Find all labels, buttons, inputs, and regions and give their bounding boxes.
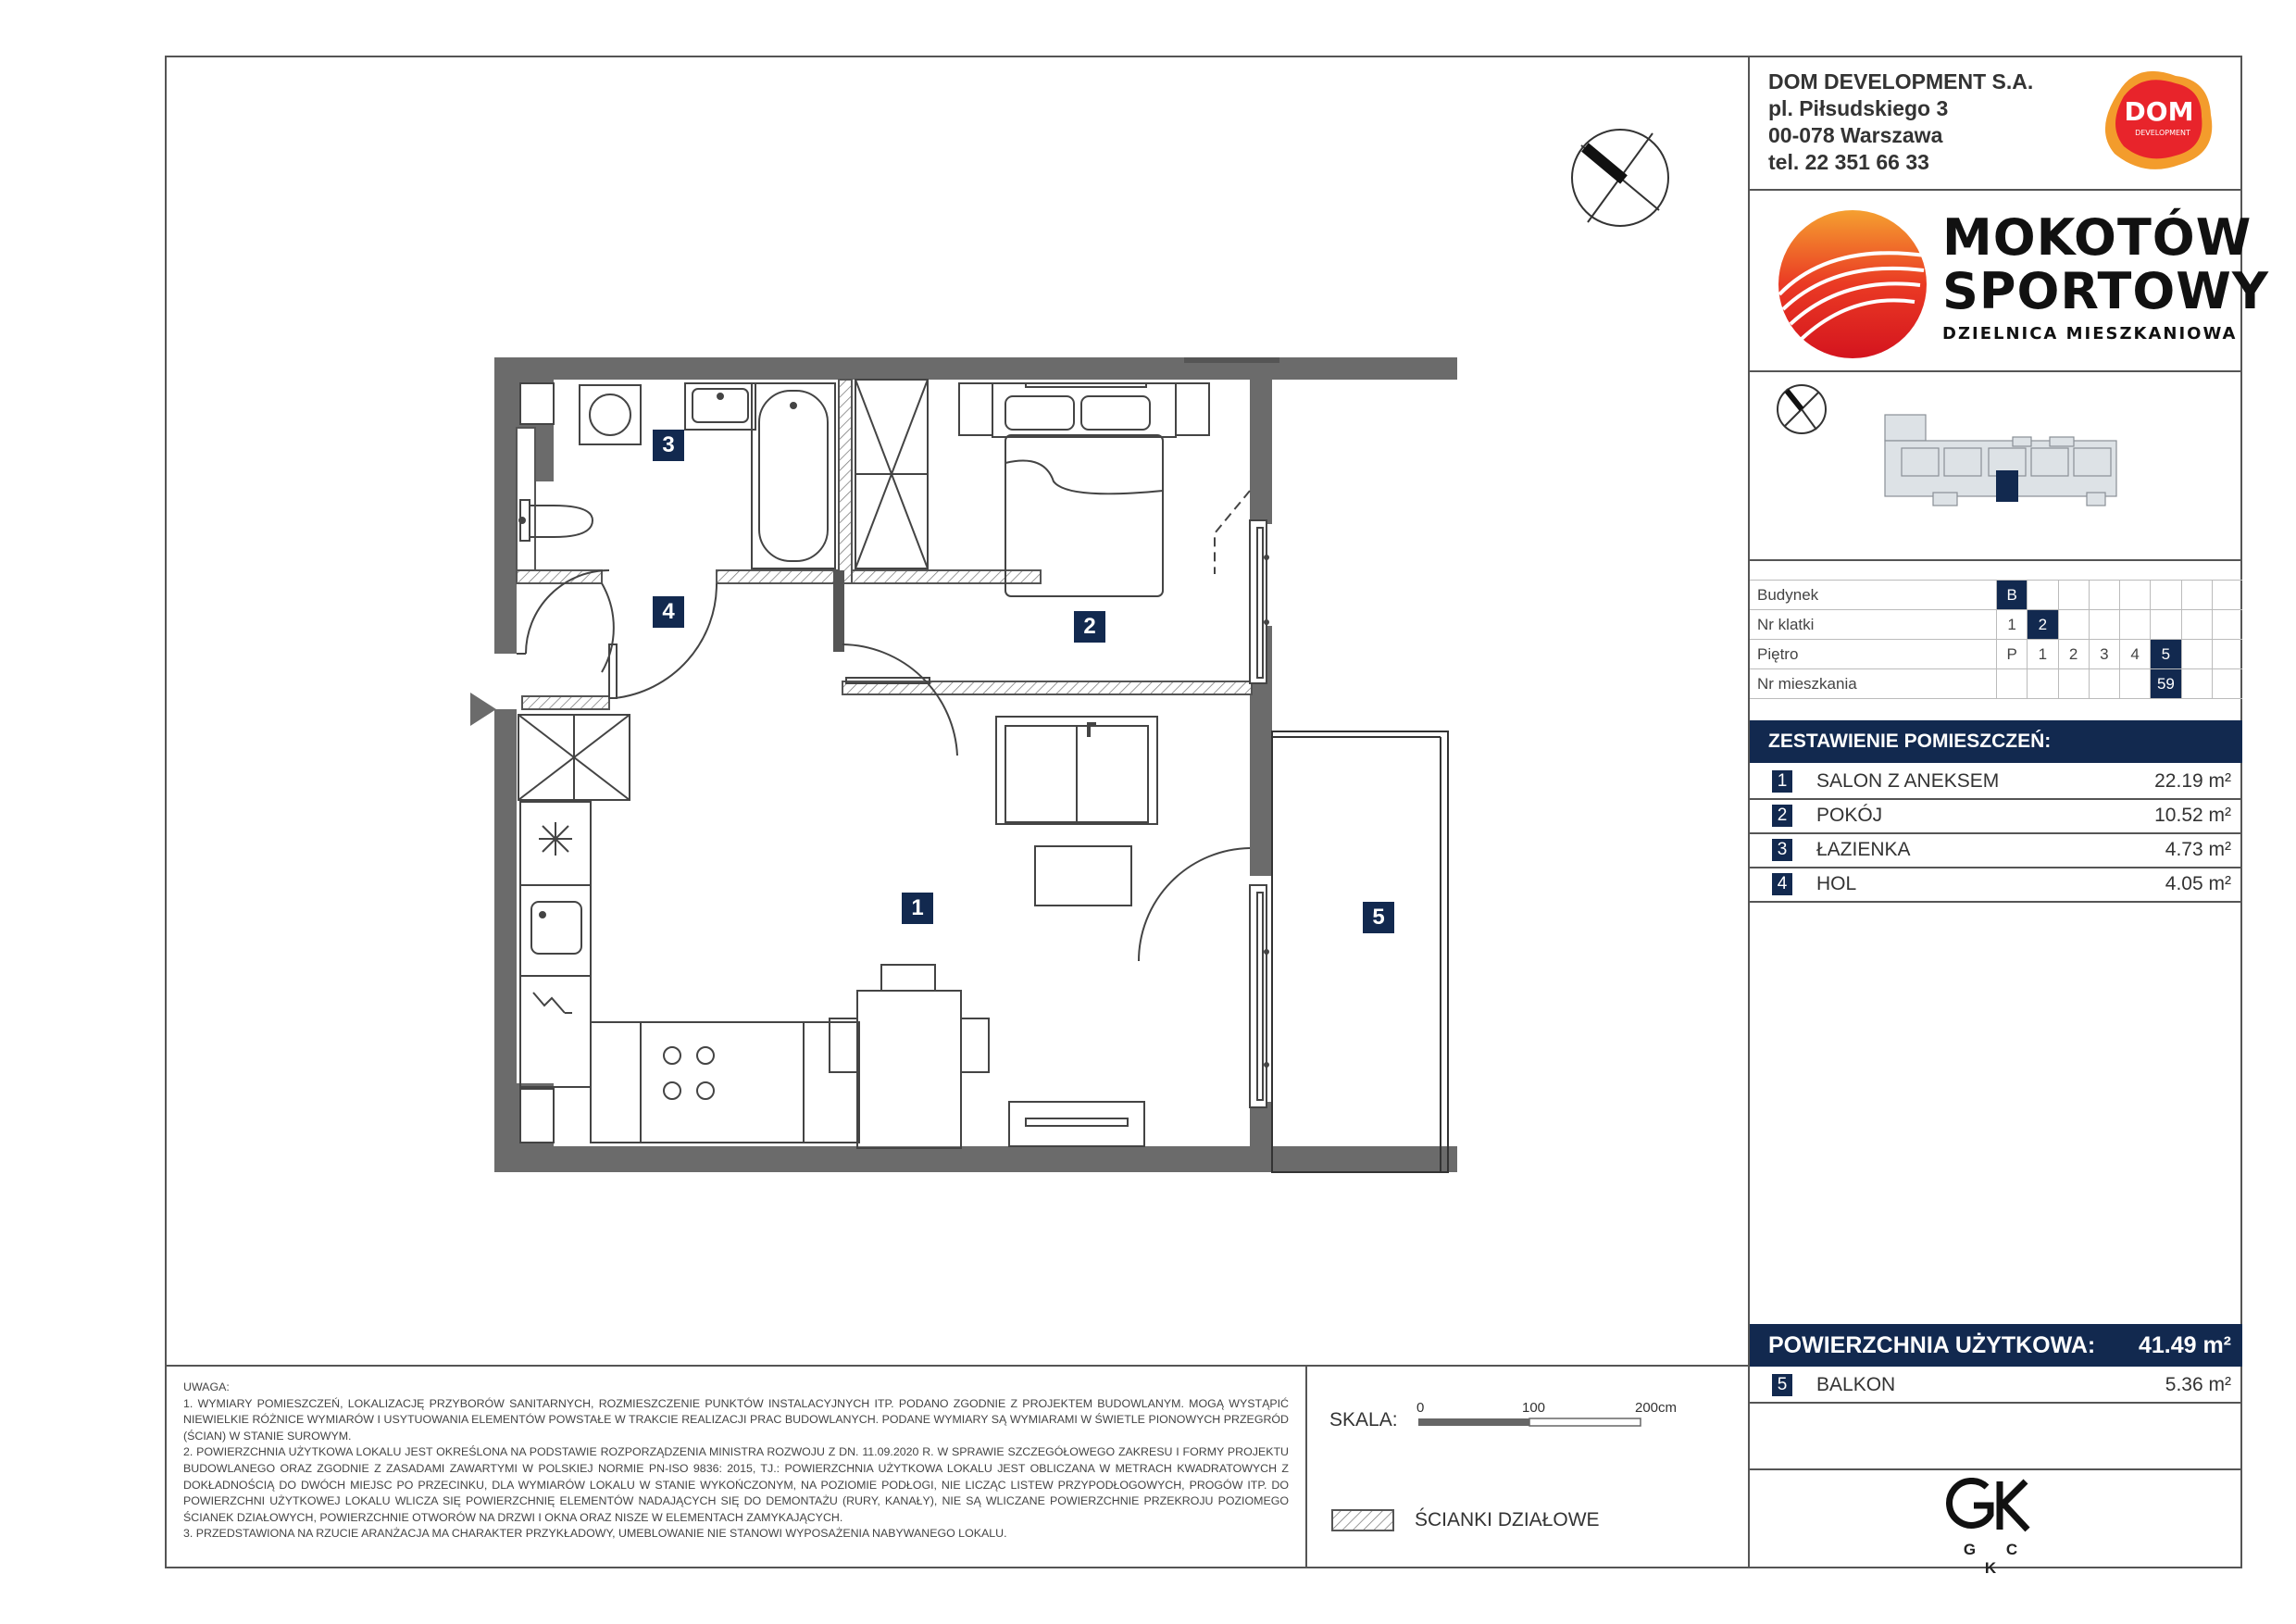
scale-label: SKALA: — [1329, 1409, 1398, 1430]
room-name: BALKON — [1816, 1374, 1896, 1395]
company-street: pl. Piłsudskiego 3 — [1768, 96, 1949, 120]
fridge-icon — [539, 822, 572, 856]
klatka-label: Nr klatki — [1750, 610, 1997, 640]
room-label-3: 3 — [653, 430, 684, 461]
gck-logo — [1946, 1478, 2048, 1577]
dining-table-icon — [830, 965, 989, 1148]
pietro-option: 3 — [2089, 640, 2119, 669]
usable-area-value: 41.49 m² — [2138, 1332, 2231, 1358]
company-name: DOM DEVELOPMENT S.A. — [1768, 69, 2034, 94]
key-plan — [1763, 381, 2161, 567]
brand-line-2: SPORTOWY — [1942, 262, 2269, 320]
room-row — [1750, 765, 2242, 800]
gck-logo-icon — [1946, 1478, 2048, 1537]
note-item: 1. WYMIARY POMIESZCZEŃ, LOKALIZACJĘ PRZYBORÓW SANITARNYCH, ROZMIESZCZENIE PUNKTÓW INSTALACYJNYCH ITP. PODANO ZGODNIE Z PROJEKTEM BUDOWLANYM. MOGĄ WYSTĄPIĆ NIEWIELKIE RÓŻNICE WYMIARÓW I USYTUOWANIA ELEMENTÓW POWSTAŁE W TRAKCIE REALIZACJI PRAC BUDOWLANYCH. PODANE WYMIARY SĄ WYMIARAMI W ŚWIETLE PIONOWYCH PRZEGRÓD (ŚCIAN) W STANIE SUROWYM. — [183, 1396, 1289, 1443]
company-address — [1768, 69, 2033, 176]
budynek-value: B — [1997, 581, 2028, 610]
scale-tick: 0 — [1416, 1400, 1425, 1416]
sofa-icon — [996, 717, 1157, 824]
pietro-option: 2 — [2058, 640, 2089, 669]
oven-icon — [533, 993, 572, 1013]
coffee-table — [1035, 846, 1131, 906]
mieszkanie-value: 59 — [2151, 669, 2181, 699]
room-number: 5 — [1772, 1374, 1792, 1396]
usable-area-label: POWIERZCHNIA UŻYTKOWA: — [1768, 1332, 2096, 1358]
wardrobe — [855, 380, 928, 568]
room-label-1: 1 — [902, 893, 933, 924]
dom-development-logo — [2090, 65, 2220, 174]
brand-line-1: MOKOTÓW — [1942, 208, 2252, 267]
room-label-4: 4 — [653, 596, 684, 628]
partition-legend-icon — [1331, 1509, 1396, 1533]
bathtub-icon — [752, 383, 835, 568]
room-label-5: 5 — [1363, 902, 1394, 933]
room-row — [1750, 868, 2242, 903]
outer-walls — [494, 357, 1457, 1172]
room-name: HOL — [1816, 873, 1857, 894]
info-panel — [1748, 56, 2269, 1577]
note-item: 3. PRZEDSTAWIONA NA RZUCIE ARANŻACJA MA CHARAKTER PRZYKŁADOWY, UMEBLOWANIE NIE STANOWI WYPOSAŻENIA NABYWANEGO LOKALU. — [183, 1527, 1007, 1541]
rooms-header: ZESTAWIENIE POMIESZCZEŃ: — [1750, 720, 2242, 763]
cooktop-icon — [664, 1047, 714, 1099]
pietro-option: 4 — [2120, 640, 2151, 669]
balcony-row — [1750, 1368, 2242, 1404]
dom-logo-text: DOM — [2124, 96, 2194, 127]
divider — [1750, 559, 2242, 561]
room-area: 4.73 m² — [2165, 839, 2231, 860]
klatka-option: 1 — [1997, 610, 2028, 640]
pietro-option: 1 — [2028, 640, 2058, 669]
pietro-label: Piętro — [1750, 640, 1997, 669]
notes-section — [165, 1365, 1307, 1568]
brand-tagline: DZIELNICA MIESZKANIOWA — [1942, 324, 2238, 344]
entrance-wardrobe — [518, 715, 630, 800]
company-phone: tel. 22 351 66 33 — [1768, 150, 1929, 174]
washing-machine-icon — [580, 385, 641, 444]
company-city: 00-078 Warszawa — [1768, 123, 1943, 147]
mokotow-sportowy-logo-icon — [1774, 206, 1931, 363]
brand-wordmark — [1942, 208, 2269, 344]
kitchen-counter — [520, 802, 859, 1143]
room-area: 4.05 m² — [2165, 873, 2231, 894]
bed-icon — [959, 383, 1209, 596]
klatka-selected: 2 — [2028, 610, 2058, 640]
room-row — [1750, 799, 2242, 834]
floor-plan — [165, 56, 1750, 1365]
dom-logo-subtext: DEVELOPMENT — [2135, 129, 2190, 137]
budynek-label: Budynek — [1750, 581, 1997, 610]
room-name: POKÓJ — [1816, 805, 1883, 826]
pietro-selected: 5 — [2151, 640, 2181, 669]
legend-label: ŚCIANKI DZIAŁOWE — [1415, 1509, 1600, 1530]
usable-area-bar — [1750, 1324, 2242, 1367]
scale-tick: 200cm — [1635, 1400, 1678, 1416]
room-name: ŁAZIENKA — [1816, 839, 1911, 860]
kitchen-sink-icon — [531, 902, 581, 954]
room-area: 10.52 m² — [2154, 805, 2231, 826]
room-number: 3 — [1772, 839, 1792, 861]
tv-cabinet — [1009, 1102, 1144, 1146]
room-label-2: 2 — [1074, 611, 1105, 643]
gck-letters: G C K — [1963, 1541, 2031, 1577]
toilet-icon — [519, 500, 593, 541]
mieszkanie-label: Nr mieszkania — [1750, 669, 1997, 699]
room-area: 22.19 m² — [2154, 770, 2231, 792]
room-number: 1 — [1772, 770, 1792, 793]
scale-and-legend — [1305, 1365, 1750, 1568]
sink-icon — [685, 383, 755, 430]
divider — [1750, 189, 2242, 191]
north-compass-icon — [1572, 130, 1668, 226]
scale-tick: 100 — [1522, 1400, 1546, 1416]
divider — [1750, 1468, 2242, 1470]
room-number: 4 — [1772, 873, 1792, 895]
room-name: SALON Z ANEKSEM — [1816, 770, 2000, 792]
balcony-outline — [1272, 731, 1448, 1172]
small-compass-icon — [1778, 385, 1826, 433]
room-area: 5.36 m² — [2165, 1374, 2231, 1395]
divider — [1750, 370, 2242, 372]
pietro-option: P — [1997, 640, 2028, 669]
scale-bar-icon — [1418, 1417, 1650, 1435]
apartment-location-table — [1750, 580, 2242, 699]
room-number: 2 — [1772, 805, 1792, 827]
entrance-arrow-icon — [470, 693, 496, 726]
room-row — [1750, 833, 2242, 868]
note-item: 2. POWIERZCHNIA UŻYTKOWA LOKALU JEST OKREŚLONA NA PODSTAWIE ROZPORZĄDZENIA MINISTRA ROZWOJU Z DN. 11.09.2020 R. W SPRAWIE SZCZEGÓŁOWEGO ZAKRESU I FORMY PROJEKTU BUDOWLANEGO ORAZ ZGODNIE Z ZASADAMI ZAWARTYMI W POLSKIEJ NORMIE PN-ISO 9836: 2015, TJ.: POWIERZCHNIA UŻYTKOWA LOKALU JEST OBLICZANA W METRACH KWADRATOWYCH Z DOKŁADNOŚCIĄ DO DWÓCH MIEJSC PO PRZECINKU, DLA WYMIARÓW LOKALU W STANIE WYKOŃCZONYM, NA POZIOMIE PODŁOGI, NIE LICZĄC LISTEW PRZYPODŁOGOWYCH, PROGÓW ITP. DO POWIERZCHNI UŻYTKOWEJ LOKALU WLICZA SIĘ POWIERZCHNIĘ ELEMENTÓW NADAJĄCYCH SIĘ DO DEMONTAŻU (RURY, KANAŁY), NIE SĄ WLICZANE POWIERZCHNIE PRZEKROJU POZIOMEGO ŚCIANEK DZIAŁOWYCH, POWIERZCHNIE OTWORÓW NA DRZWI I OKNA ORAZ NISZE W ELEMENTACH ZAMYKAJĄCYCH. — [183, 1445, 1289, 1524]
notes-title: UWAGA: — [183, 1380, 230, 1393]
